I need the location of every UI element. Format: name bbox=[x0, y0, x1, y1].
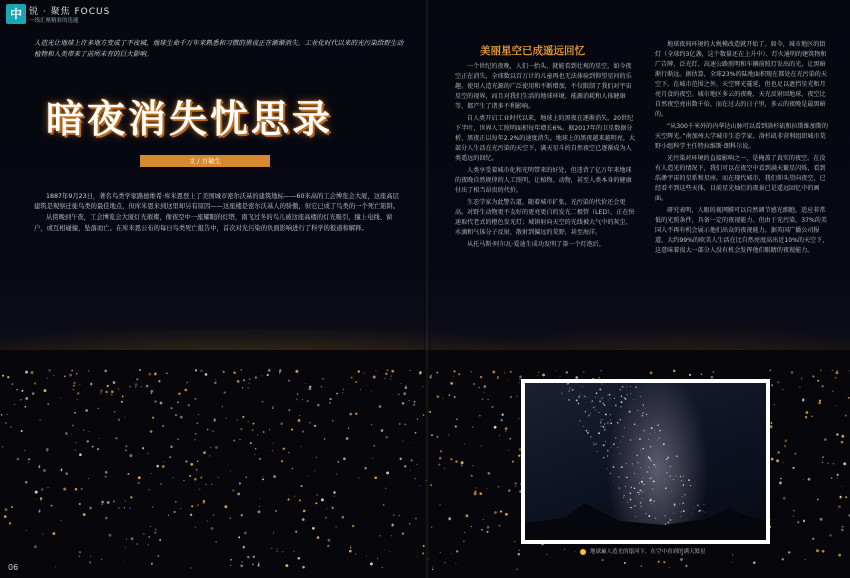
logo-badge: 中 bbox=[6, 4, 26, 24]
article-title: 暗夜消失忧思录 bbox=[46, 96, 334, 141]
left-body bbox=[34, 192, 402, 235]
starfield bbox=[525, 383, 766, 540]
section-heading: 美丽星空已成遥远回忆 bbox=[480, 45, 585, 57]
author-byline: 文 / 方敏生 bbox=[140, 155, 270, 167]
milky-way-photo bbox=[521, 379, 770, 544]
middle-column bbox=[455, 62, 635, 252]
section-subtitle: 一线汇聚精彩的选题 bbox=[29, 18, 79, 24]
body-paragraph: “从300千米外的内华达山脉可以看到洛杉矶和拉斯维加斯的天空辉光。”南加州大学城市生态学家、洛杉矶非营利组织城市荒野小组科学主任特拉维斯·朗科尔说。 bbox=[655, 123, 829, 150]
body-paragraph: 地球夜间环境的大规模改造就开始了。如今，城市地区的街灯（全球约3亿盏，这个数量还在上升中）、灯火通明的建筑物和广告牌、泛光灯、高速公路照明和车辆前照灯发出的光，让黑暗渐行渐远。据估算，全球23%的陆地面积现在都处在光污染的天空下。在城市范围之外，天空辉光蔓延，但也足以遮挡星光和月亮月食的夜空。城市地区多云的夜晚，天光反射回地球，夜空比自然夜空亮出数千倍，而在过去的日子里，多云的夜晚是最黑暗的。 bbox=[655, 41, 827, 118]
page-number: 06 bbox=[8, 563, 19, 572]
body-paragraph: 光污染对环境的直接影响之一，是掩盖了真实的夜空。在没有人造光的情况下，我们可以在夜空中看到满天繁星闪烁，看到浩渺宇宙的星系和星座。而在现代城市，我们仰头望向夜空，已经看不到这些天体，目前星光灿烂的夜景已是遥远回忆中的画面。 bbox=[655, 155, 826, 202]
body-paragraph: 从托马斯·阿尔瓦·爱迪生成功发明了第一个灯泡后， bbox=[467, 241, 605, 248]
photo-caption: 地球最人造光的银河下，在空中看到的满天繁星 bbox=[590, 549, 706, 555]
body-paragraph: 一个世纪的夜晚，人们一抬头，就能看到壮观的星空，如今夜空正在消失，全球数以百万计的儿童再也无法体验到仰望星河的乐趣。使用人造光源的广泛使用和不断增加，不仅限制了我们对宇宙星空的视界，而且对我们生活的地球环境、能源消耗和人体健康等，都产生了诸多不利影响。 bbox=[455, 63, 632, 110]
body-paragraph: 生态学家为此警告道，随着城市扩张，光污染的代价还会更高。对野生动物更不友好的更亮更白的发光二极管（LED），正在快速取代老式的橙色发光灯；城镇射向天空的光线被大气中的灰尘、水滴和气体分子反射，散射到偏远的荒野，甚至海洋。 bbox=[455, 199, 635, 236]
caption-marker bbox=[580, 549, 586, 555]
body-paragraph: 自人类开启工业时代以来，地球上的黑夜在逐渐消失。20世纪下半叶，世界人工照明面积每年增长6%。据2017年的卫星数据分析，黑夜正以每年2.2%的速度消失。地球上的黑夜越来越明亮，大部分人生活在光污染的天空下，满天星斗的自然夜空已逐渐成为人类遥远的回忆。 bbox=[455, 115, 636, 162]
body-paragraph: 人类享受着城市化和光明带来的好处，但违背了亿万年来地球的夜晚自然规律的人工照明，让植物、动物，甚至人类本身的健康付出了相当昂贵的代价。 bbox=[455, 167, 632, 194]
section-label: 锐 · 聚焦 FOCUS bbox=[29, 7, 111, 17]
body-paragraph: 研究表明，人眼的视网膜可以自然调节感光细胞，适应非常低的光照条件，具备一定的夜视能力。但由于光污染，37%的美国人不再有机会展示他们出众的夜视能力。据英国广播公司报道，大约99%的欧美人生活在比自然亮度高出近10%的天空下，这意味着很大一部分人没有机会发挥他们眼睛的夜视能力。 bbox=[655, 207, 829, 254]
page-fold bbox=[424, 0, 430, 578]
body-paragraph: 1887年9月23日，著名鸟类学家路德维希·库米恩登上了美国城市密尔沃基的建筑地标——60米高的工会博览会大厦，这座高层建筑是观察迁徙鸟类的最佳地点，但库米恩来到这里却另有原因——这座楼是密尔沃基人的骄傲，但它已成了鸟类的一个死亡陷阱。 bbox=[34, 193, 400, 211]
article-intro: 人造光让地球上许多地方变成了不夜城，地球生命千万年来熟悉和习惯的黑夜正在渐渐消失。工业化时代以来的光污染给野生动植物和人类带来了前所未有的巨大影响。 bbox=[34, 39, 404, 58]
body-paragraph: 从傍晚到午夜，工会博览会大厦灯光璀璨，像夜空中一座耀眼的灯塔，南飞过冬的鸟儿被这座高楼的灯光吸引，撞上电线、窗户，或互相碰撞，坠落而亡。在库米恩公布的每日鸟类死亡报告中，首次对光污染的负面影响进行了科学的报道和解释。 bbox=[34, 214, 393, 232]
right-column bbox=[655, 40, 830, 258]
